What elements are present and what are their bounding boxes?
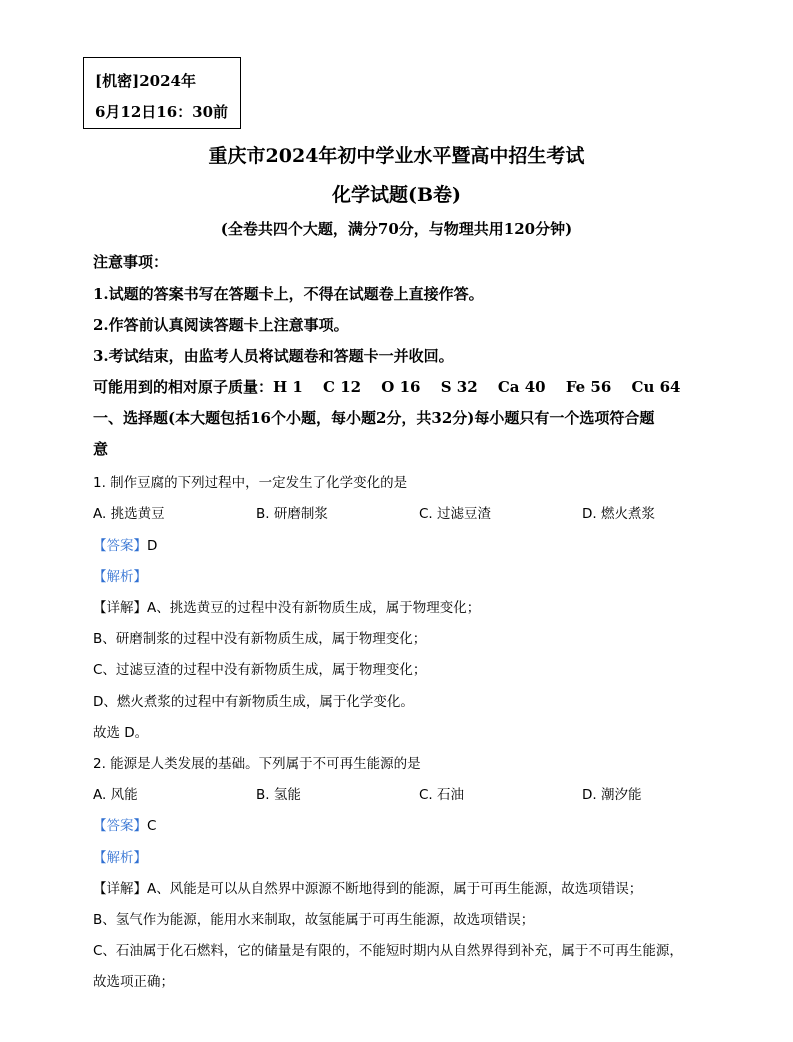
- question-1-option-d: D. 燃火煮浆: [582, 506, 655, 522]
- detail-line: A、风能是可以从自然界中源源不断地得到的能源，属于可再生能源，故选项错误；: [147, 881, 643, 897]
- confidential-notice-box: [83, 57, 241, 129]
- question-1-answer: [93, 534, 157, 554]
- question-2-option-c: C. 石油: [419, 787, 465, 803]
- question-1-analysis-tag: 【解析】: [93, 569, 147, 585]
- detail-line: C、石油属于化石燃料，它的储量是有限的，不能短时期内从自然界得到补充，属于不可再生能源，: [93, 943, 683, 959]
- question-2-answer: [93, 814, 156, 834]
- detail-line: A、挑选黄豆的过程中没有新物质生成，属于物理变化；: [147, 600, 481, 616]
- exam-title: 重庆市2024年初中学业水平暨高中招生考试: [208, 145, 585, 167]
- atomic-masses: 可能用到的相对原子质量：H 1 C 12 O 16 S 32 Ca 40 Fe 56 Cu 64: [93, 378, 681, 396]
- detail-line: D、燃火煮浆的过程中有新物质生成，属于化学变化。: [93, 694, 414, 710]
- question-2-option-d: D. 潮汐能: [582, 787, 642, 803]
- notice-item: 2.作答前认真阅读答题卡上注意事项。: [93, 316, 349, 334]
- detail-tag: 【详解】: [93, 881, 147, 897]
- detail-line: B、研磨制浆的过程中没有新物质生成，属于物理变化；: [93, 631, 427, 647]
- question-1-detail: [93, 596, 480, 616]
- answer-value: C: [147, 818, 157, 834]
- question-2-stem: 2. 能源是人类发展的基础。下列属于不可再生能源的是: [93, 756, 421, 772]
- question-2-option-b: B. 氢能: [256, 787, 301, 803]
- detail-line: C、过滤豆渣的过程中没有新物质生成，属于物理变化；: [93, 662, 427, 678]
- answer-value: D: [147, 538, 158, 554]
- notice-item: 1.试题的答案书写在答题卡上，不得在试题卷上直接作答。: [93, 285, 484, 303]
- exam-note: (全卷共四个大题，满分70分，与物理共用120分钟): [220, 220, 573, 238]
- answer-tag: 【答案】: [93, 538, 147, 554]
- question-2-detail: [93, 877, 642, 897]
- confidential-line-2: 6月12日16：30前: [95, 103, 229, 121]
- question-1-stem: 1. 制作豆腐的下列过程中，一定发生了化学变化的是: [93, 475, 408, 491]
- section-heading: 一、选择题(本大题包括16个小题，每小题2分，共32分)每小题只有一个选项符合题: [93, 409, 655, 427]
- question-1-option-c: C. 过滤豆渣: [419, 506, 492, 522]
- confidential-line-1: [机密]2024年: [95, 72, 196, 90]
- question-1-option-b: B. 研磨制浆: [256, 506, 328, 522]
- answer-tag: 【答案】: [93, 818, 147, 834]
- detail-line: 故选项正确；: [93, 974, 174, 990]
- detail-conclusion: 故选 D。: [93, 725, 149, 741]
- detail-tag: 【详解】: [93, 600, 147, 616]
- question-2-option-a: A. 风能: [93, 787, 138, 803]
- question-2-analysis-tag: 【解析】: [93, 850, 147, 866]
- notice-heading: 注意事项：: [93, 253, 169, 271]
- detail-line: B、氢气作为能源，能用水来制取，故氢能属于可再生能源，故选项错误；: [93, 912, 535, 928]
- section-heading-cont: 意: [93, 440, 109, 458]
- notice-item: 3.考试结束，由监考人员将试题卷和答题卡一并收回。: [93, 347, 454, 365]
- question-1-option-a: A. 挑选黄豆: [93, 506, 165, 522]
- exam-subtitle: 化学试题(B卷): [331, 184, 462, 206]
